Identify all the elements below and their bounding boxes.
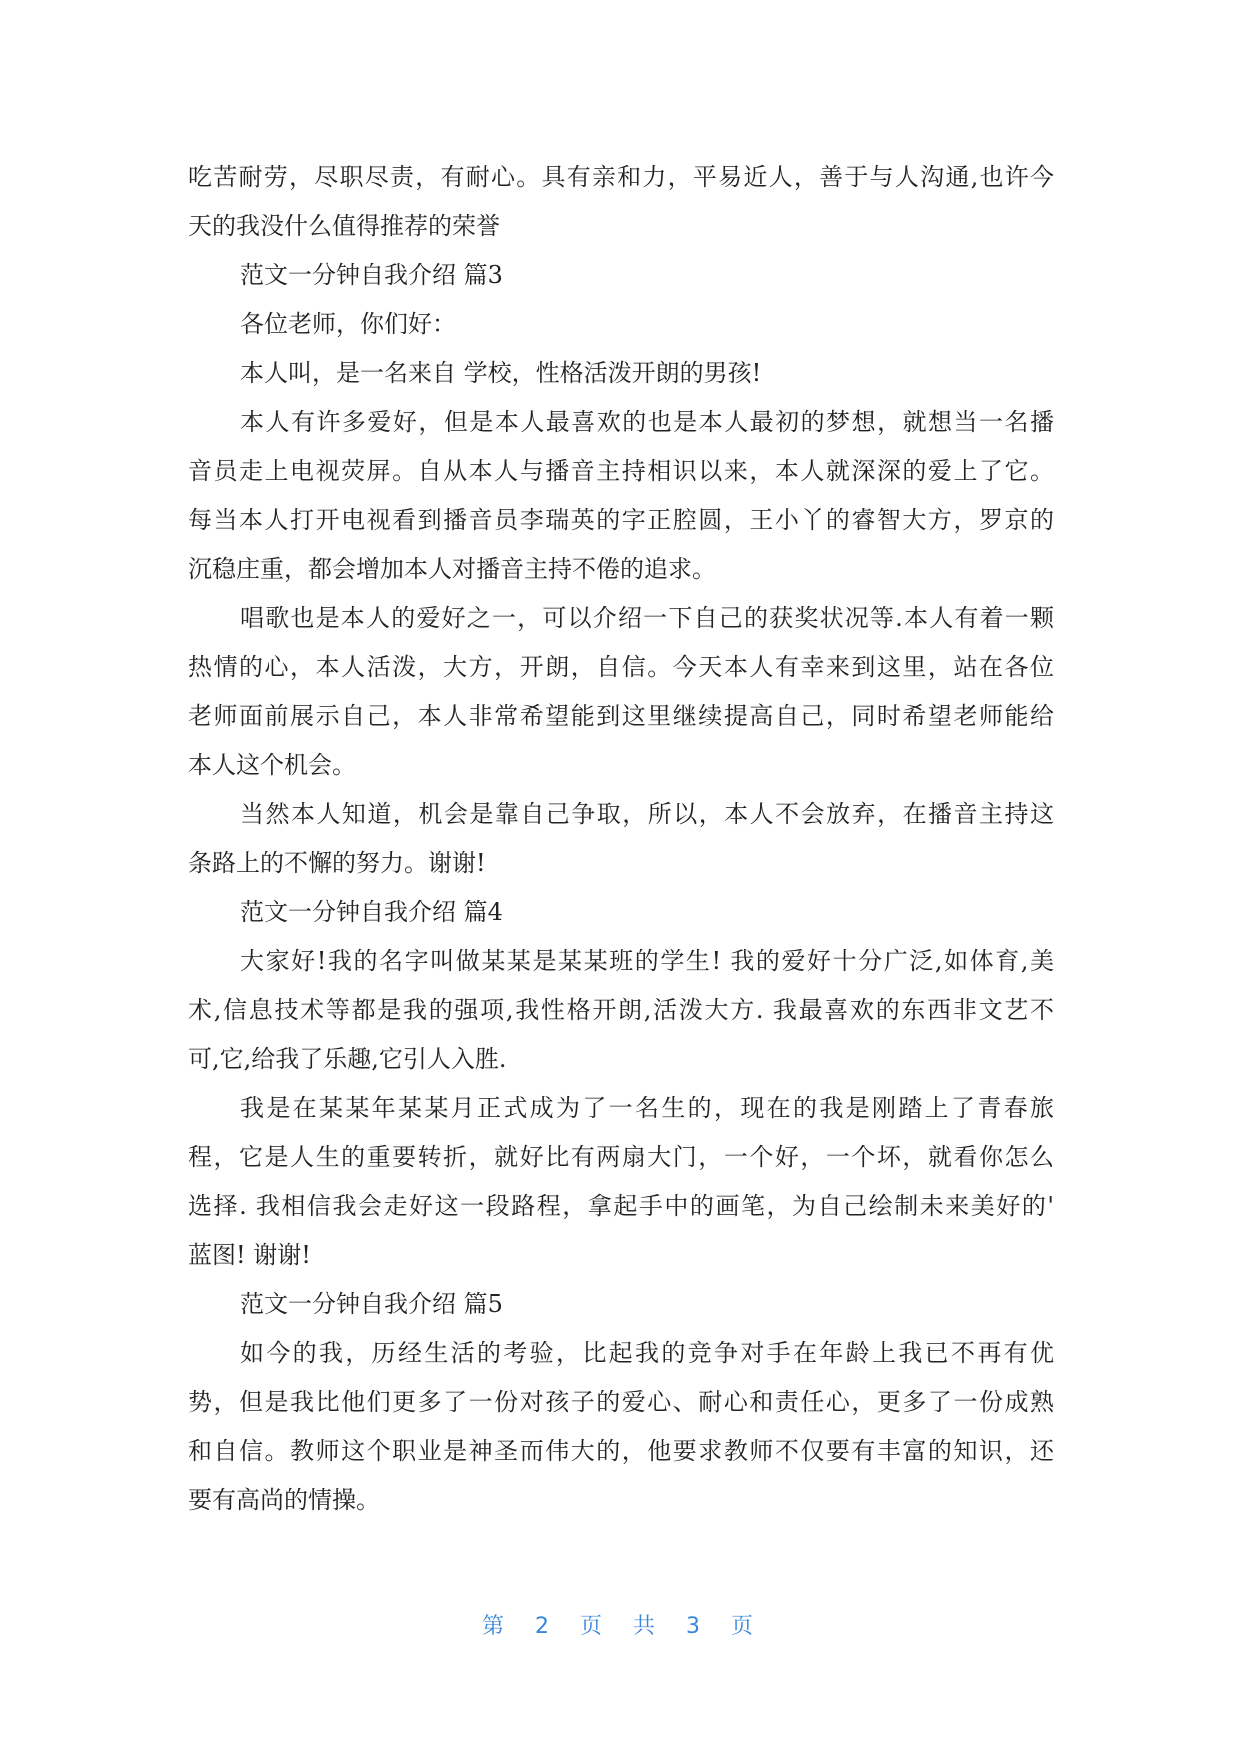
text-line: 天的我没什么值得推荐的荣誉 — [188, 212, 500, 240]
page-number-footer: 第 2 页 共 3 页 — [482, 1614, 759, 1639]
text-line: 当然本人知道，机会是靠自己争取，所以，本人不会放弃，在播音主持这 — [240, 800, 1054, 828]
text-line: 可,它,给我了乐趣,它引人入胜. — [188, 1045, 507, 1073]
text-line: 程，它是人生的重要转折，就好比有两扇大门，一个好，一个坏，就看你怎么 — [188, 1143, 1054, 1171]
text-line: 本人有许多爱好，但是本人最喜欢的也是本人最初的梦想，就想当一名播 — [240, 408, 1054, 436]
text-line: 唱歌也是本人的爱好之一，可以介绍一下自己的获奖状况等.本人有着一颗 — [240, 604, 1054, 632]
text-line: 各位老师，你们好： — [240, 310, 456, 338]
text-line: 蓝图! 谢谢! — [188, 1241, 311, 1269]
text-line: 如今的我，历经生活的考验，比起我的竞争对手在年龄上我已不再有优 — [240, 1339, 1054, 1367]
text-line: 每当本人打开电视看到播音员李瑞英的字正腔圆，王小丫的睿智大方，罗京的 — [188, 506, 1054, 534]
text-line: 选择. 我相信我会走好这一段路程，拿起手中的画笔，为自己绘制未来美好的' — [188, 1192, 1054, 1220]
text-line: 术,信息技术等都是我的强项,我性格开朗,活泼大方. 我最喜欢的东西非文艺不 — [188, 996, 1054, 1024]
text-line: 和自信。教师这个职业是神圣而伟大的，他要求教师不仅要有丰富的知识，还 — [188, 1437, 1054, 1465]
text-line: 条路上的不懈的努力。谢谢! — [188, 849, 486, 877]
text-line: 本人这个机会。 — [188, 751, 356, 779]
text-line: 要有高尚的情操。 — [188, 1486, 380, 1514]
text-line: 范文一分钟自我介绍 篇4 — [240, 898, 503, 926]
text-line: 范文一分钟自我介绍 篇3 — [240, 261, 503, 289]
text-line: 大家好!我的名字叫做某某是某某班的学生! 我的爱好十分广泛,如体育,美 — [240, 947, 1054, 975]
text-line: 吃苦耐劳，尽职尽责，有耐心。具有亲和力，平易近人，善于与人沟通,也许今 — [188, 163, 1054, 191]
text-line: 本人叫，是一名来自 学校，性格活泼开朗的男孩! — [240, 359, 762, 387]
text-line: 热情的心，本人活泼，大方，开朗，自信。今天本人有幸来到这里，站在各位 — [188, 653, 1054, 681]
text-line: 势，但是我比他们更多了一份对孩子的爱心、耐心和责任心，更多了一份成熟 — [188, 1388, 1054, 1416]
text-line: 沉稳庄重，都会增加本人对播音主持不倦的追求。 — [188, 555, 716, 583]
document-body — [188, 153, 1054, 1525]
text-line: 我是在某某年某某月正式成为了一名生的，现在的我是刚踏上了青春旅 — [240, 1094, 1054, 1122]
text-line: 音员走上电视荧屏。自从本人与播音主持相识以来，本人就深深的爱上了它。 — [188, 457, 1054, 485]
text-line: 范文一分钟自我介绍 篇5 — [240, 1290, 503, 1318]
text-line: 老师面前展示自己，本人非常希望能到这里继续提高自己，同时希望老师能给 — [188, 702, 1054, 730]
